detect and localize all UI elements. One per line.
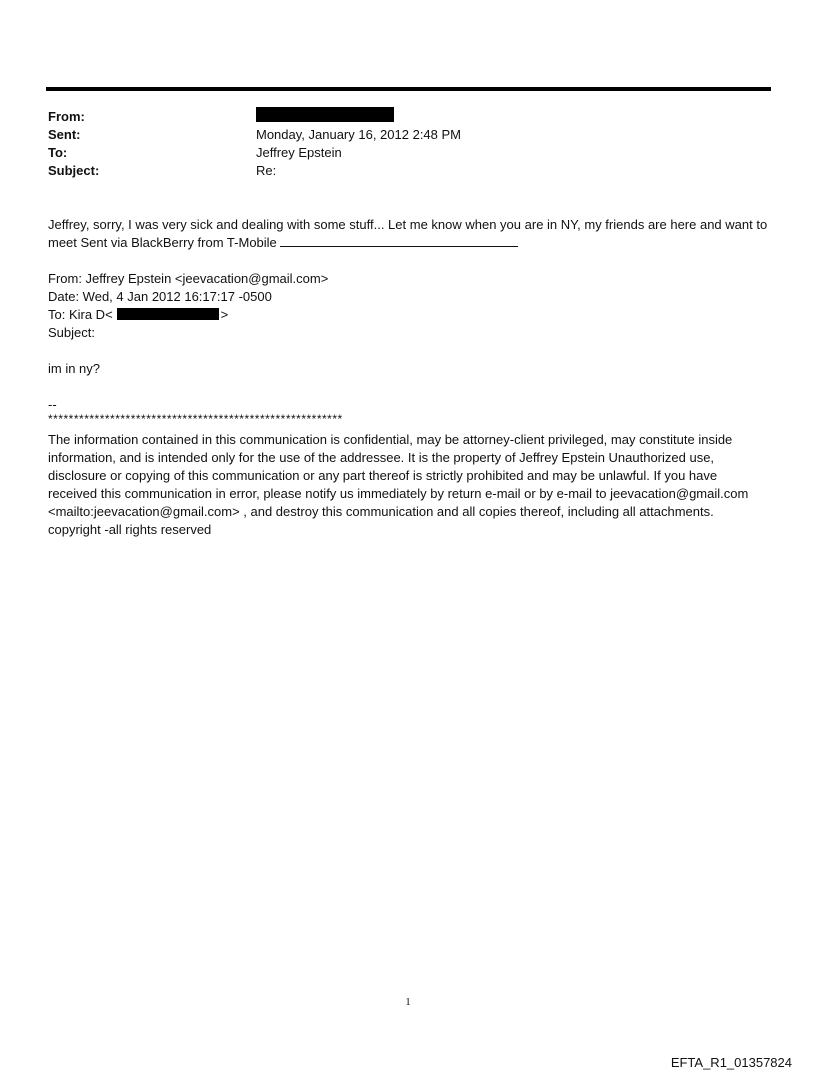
- to-row: [48, 144, 768, 162]
- sent-value: Monday, January 16, 2012 2:48 PM: [256, 127, 461, 142]
- sent-label: Sent:: [48, 127, 81, 142]
- header-divider: [46, 87, 771, 91]
- email-header: [48, 108, 768, 180]
- from-row: [48, 108, 768, 126]
- quoted-date: Date: Wed, 4 Jan 2012 16:17:17 -0500: [48, 289, 272, 304]
- quoted-header: [48, 270, 768, 342]
- subject-label: Subject:: [48, 163, 100, 178]
- page-number: 1: [405, 996, 411, 1008]
- quoted-message: im in ny?: [48, 361, 101, 376]
- sent-row: [48, 126, 768, 144]
- signature-rule: [280, 234, 518, 247]
- to-value: Jeffrey Epstein: [256, 145, 342, 160]
- to-label: To:: [48, 145, 68, 160]
- redaction-block: [256, 107, 394, 122]
- quoted-to: [48, 306, 768, 324]
- subject-row: [48, 162, 768, 180]
- quoted-to-suffix: >: [220, 307, 229, 322]
- subject-value: Re:: [256, 163, 277, 178]
- confidentiality-disclaimer: The information contained in this communication is confidential, may be attorney-client privileged, may constitute inside information, and is intended only for the use of the addressee. It is the property of Jeffrey Epstein Unauthorized use, disclosure or copying of this communication or any part thereof is strictly prohibited and may be unlawful. If you have received this communication in error, please notify us immediately by return e-mail or by e-mail to jeevacation@gmail.com <mailto:jeevacation@gmail.com> , and destroy this communication and all copies thereof, including all attachments. copyright -all rights reserved: [48, 432, 749, 537]
- message-text: Jeffrey, sorry, I was very sick and dealing with some stuff... Let me know when you are in NY, my friends are here and want to meet Sent via BlackBerry from T-Mobile: [48, 217, 768, 250]
- quoted-to-prefix: To: Kira D<: [48, 307, 113, 322]
- from-value: [256, 108, 768, 126]
- quoted-subject: Subject:: [48, 325, 95, 340]
- signature-dashes: --: [48, 397, 57, 412]
- document-id: EFTA_R1_01357824: [670, 1055, 792, 1070]
- signature-stars: *********************************************************: [48, 412, 343, 426]
- from-label: From:: [48, 109, 85, 124]
- message-body: [48, 216, 768, 252]
- redaction-block: [117, 308, 219, 320]
- quoted-from: From: Jeffrey Epstein <jeevacation@gmail.com>: [48, 271, 329, 286]
